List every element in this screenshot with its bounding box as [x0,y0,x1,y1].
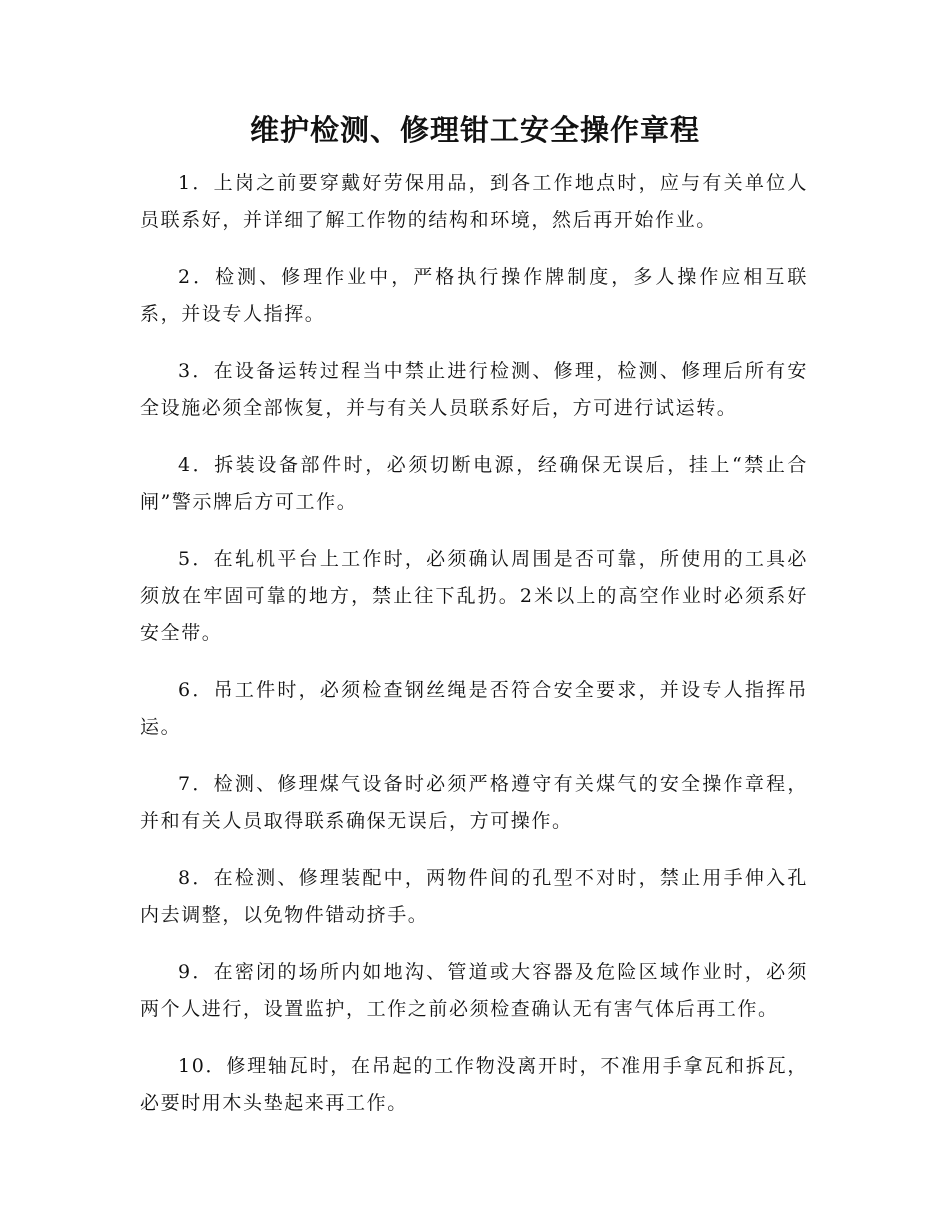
rule-paragraph-4: 4．拆装设备部件时，必须切断电源，经确保无误后，挂上“禁止合闸”警示牌后方可工作。 [140,454,808,513]
rule-paragraph-5: 5．在轧机平台上工作时，必须确认周围是否可靠，所使用的工具必须放在牢固可靠的地方，禁止往下乱扔。2米以上的高空作业时必须系好安全带。 [140,548,808,644]
rule-paragraph-10: 10．修理轴瓦时，在吊起的工作物没离开时，不准用手拿瓦和拆瓦，必要时用木头垫起来再工作。 [140,1055,808,1114]
rule-paragraph-7: 7．检测、修理煤气设备时必须严格遵守有关煤气的安全操作章程，并和有关人员取得联系确保无误后，方可操作。 [140,773,808,832]
rule-paragraph-2: 2．检测、修理作业中，严格执行操作牌制度，多人操作应相互联系，并设专人指挥。 [140,266,808,325]
rule-paragraph-9: 9．在密闭的场所内如地沟、管道或大容器及危险区域作业时，必须两个人进行，设置监护，工作之前必须检查确认无有害气体后再工作。 [140,961,808,1020]
rule-paragraph-3: 3．在设备运转过程当中禁止进行检测、修理，检测、修理后所有安全设施必须全部恢复，并与有关人员联系好后，方可进行试运转。 [140,360,808,419]
rule-paragraph-1: 1．上岗之前要穿戴好劳保用品，到各工作地点时，应与有关单位人员联系好，并详细了解工作物的结构和环境，然后再开始作业。 [140,172,808,231]
rule-paragraph-8: 8．在检测、修理装配中，两物件间的孔型不对时，禁止用手伸入孔内去调整，以免物件错动挤手。 [140,867,808,926]
rule-paragraph-6: 6．吊工件时，必须检查钢丝绳是否符合安全要求，并设专人指挥吊运。 [140,679,808,738]
document-body [140,165,808,1142]
document-title: 维护检测、修理钳工安全操作章程 [249,113,700,147]
